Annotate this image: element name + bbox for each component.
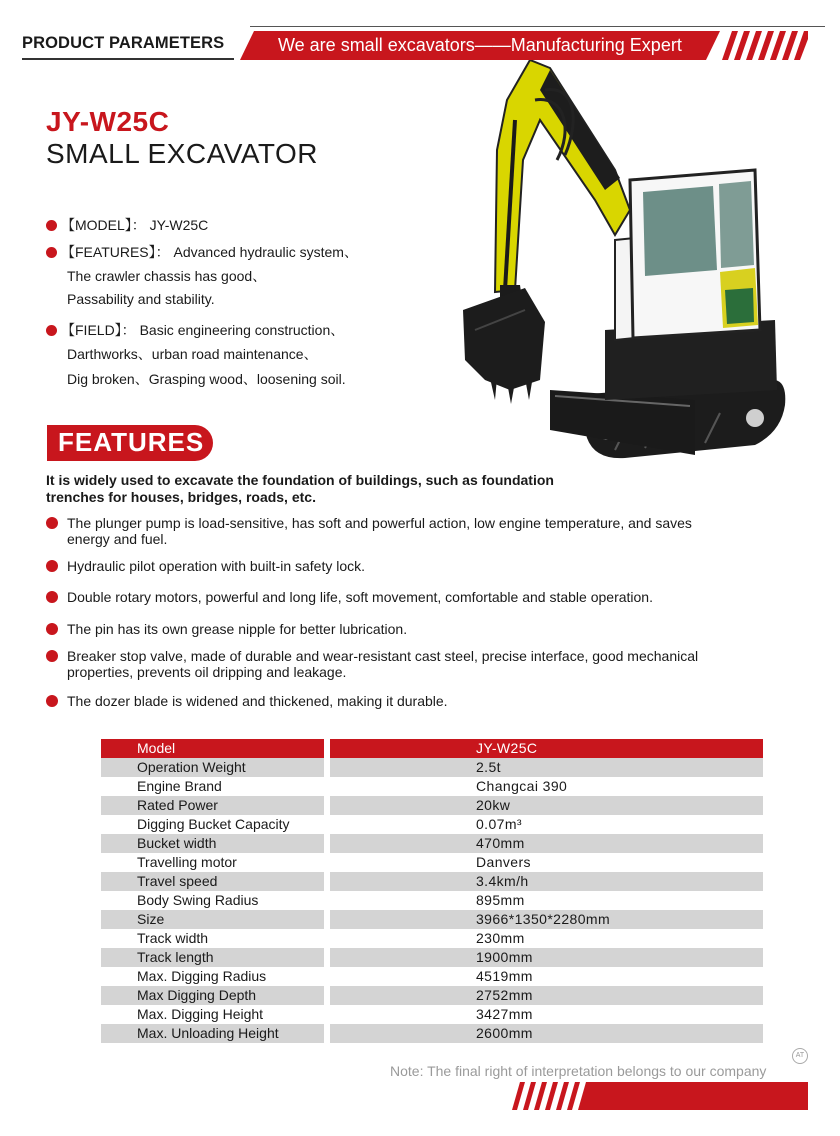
- table-row: [101, 853, 763, 872]
- table-header-value: JY-W25C: [476, 740, 538, 756]
- bullet-dot-icon: [46, 247, 57, 258]
- table-row: [101, 872, 763, 891]
- features-badge-label: FEATURES: [58, 427, 205, 457]
- table-cell-value: 3427mm: [476, 1006, 533, 1022]
- table-cell-value: 4519mm: [476, 968, 533, 984]
- table-row: [101, 891, 763, 910]
- section-title: PRODUCT PARAMETERS: [22, 34, 225, 52]
- info-field: 【FIELD】： Basic engineering construction、: [46, 320, 344, 340]
- table-cell-label: Max Digging Depth: [137, 987, 257, 1003]
- table-cell-value: 2600mm: [476, 1025, 533, 1041]
- table-cell-label: Max. Digging Height: [137, 1006, 264, 1022]
- feature-item: The pin has its own grease nipple for better lubrication.: [46, 621, 746, 637]
- table-row: [101, 1024, 763, 1043]
- table-row: [101, 948, 763, 967]
- table-cell-label: Body Swing Radius: [137, 892, 259, 908]
- table-cell-value: Danvers: [476, 854, 531, 870]
- table-cell-label: Track width: [137, 930, 209, 946]
- table-cell-value: 0.07m³: [476, 816, 522, 832]
- feature-item: Double rotary motors, powerful and long life, soft movement, comfortable and stable operation.: [46, 589, 766, 605]
- table-cell-label: Rated Power: [137, 797, 218, 813]
- model-name-title: SMALL EXCAVATOR: [46, 138, 319, 169]
- header-banner-text: We are small excavators——Manufacturing Expert: [278, 35, 682, 55]
- table-cell-label: Bucket width: [137, 835, 217, 851]
- table-cell-label: Engine Brand: [137, 778, 222, 794]
- table-cell-value: 895mm: [476, 892, 525, 908]
- table-cell-label: Max. Unloading Height: [137, 1025, 279, 1041]
- features-intro: It is widely used to excavate the foundation of buildings, such as foundation trenches for houses, bridges, roads, etc.: [46, 472, 554, 505]
- table-cell-value: 20kw: [476, 797, 511, 813]
- feature-item: Breaker stop valve, made of durable and wear-resistant cast steel, precise interface, good mechanical properties, prevents oil dripping and leakage.: [46, 648, 766, 680]
- table-cell-value: Changcai 390: [476, 778, 568, 794]
- bullet-dot-icon: [46, 517, 58, 529]
- bullet-dot-icon: [46, 220, 57, 231]
- table-header-row: [101, 739, 763, 758]
- info-field-cont: Darthworks、urban road maintenance、: [67, 346, 318, 362]
- info-model: 【MODEL】： JY-W25C: [46, 215, 208, 235]
- info-field-cont: Dig broken、Grasping wood、loosening soil.: [67, 371, 346, 387]
- header-stripes-decoration: [722, 31, 808, 60]
- bullet-dot-icon: [46, 623, 58, 635]
- table-cell-value: 2752mm: [476, 987, 533, 1003]
- bullet-dot-icon: [46, 325, 57, 336]
- table-cell-label: Track length: [137, 949, 214, 965]
- section-title-underline: [22, 58, 234, 60]
- table-row: [101, 967, 763, 986]
- bullet-dot-icon: [46, 695, 58, 707]
- table-cell-label: Max. Digging Radius: [137, 968, 267, 984]
- table-cell-label: Digging Bucket Capacity: [137, 816, 290, 832]
- table-cell-value: 1900mm: [476, 949, 533, 965]
- table-row: [101, 834, 763, 853]
- model-code-title: JY-W25C: [46, 106, 170, 137]
- bullet-dot-icon: [46, 591, 58, 603]
- feature-item: Hydraulic pilot operation with built-in safety lock.: [46, 558, 746, 574]
- bullet-dot-icon: [46, 560, 58, 572]
- table-cell-label: Travel speed: [137, 873, 218, 889]
- table-cell-value: 230mm: [476, 930, 525, 946]
- info-features-cont: Passability and stability.: [67, 291, 215, 307]
- brand-logo-icon: AT: [792, 1048, 808, 1064]
- table-cell-label: Operation Weight: [137, 759, 246, 775]
- table-row: [101, 910, 763, 929]
- bullet-dot-icon: [46, 650, 58, 662]
- feature-item: The plunger pump is load-sensitive, has soft and powerful action, low engine temperature, and saves energy and fuel.: [46, 515, 706, 547]
- table-cell-value: 470mm: [476, 835, 525, 851]
- header-top-rule: [250, 26, 825, 27]
- table-row: [101, 986, 763, 1005]
- table-cell-value: 3.4km/h: [476, 873, 529, 889]
- table-header-label: Model: [137, 740, 176, 756]
- table-row: [101, 777, 763, 796]
- footer-note: Note: The final right of interpretation belongs to our company: [390, 1063, 767, 1079]
- table-row: [101, 815, 763, 834]
- excavator-image: [455, 60, 795, 465]
- table-cell-label: Size: [137, 911, 165, 927]
- feature-item: The dozer blade is widened and thickened, making it durable.: [46, 693, 746, 709]
- info-features: 【FEATURES】： Advanced hydraulic system、: [46, 242, 358, 262]
- table-row: [101, 758, 763, 777]
- table-row: [101, 929, 763, 948]
- table-cell-value: 3966*1350*2280mm: [476, 911, 611, 927]
- info-features-cont: The crawler chassis has good、: [67, 268, 267, 284]
- table-row: [101, 1005, 763, 1024]
- table-cell-label: Travelling motor: [137, 854, 237, 870]
- table-cell-value: 2.5t: [476, 759, 501, 775]
- footer-stripes-decoration: [512, 1082, 808, 1110]
- table-row: [101, 796, 763, 815]
